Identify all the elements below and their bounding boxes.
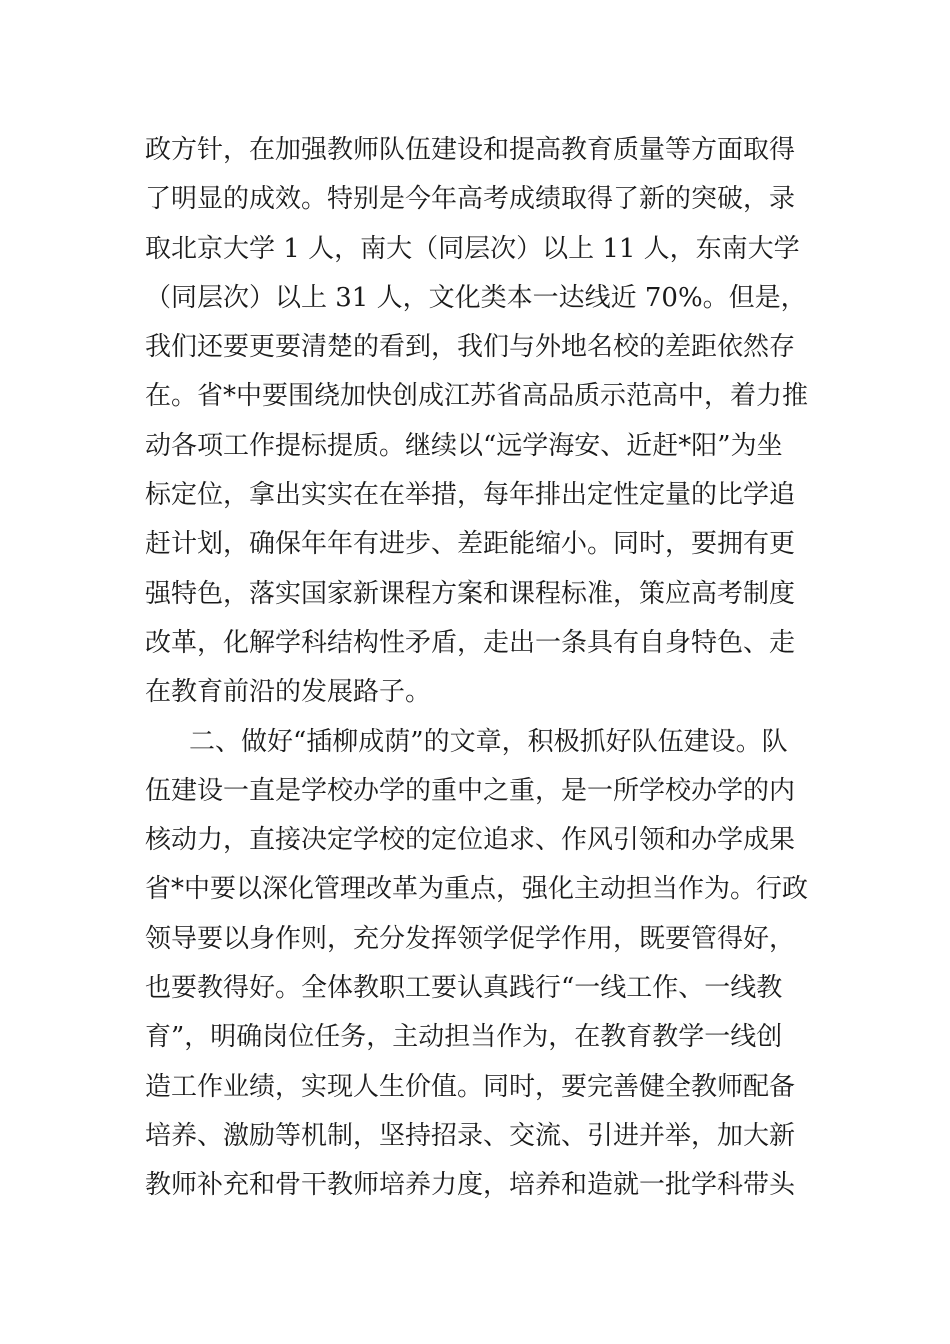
text-line: 标定位，拿出实实在在举措，每年排出定性定量的比学追 (145, 480, 796, 511)
text-line: （同层次）以上 31 人，文化类本一达线近 70%。但是， (145, 282, 807, 313)
text-line: 省*中要以深化管理改革为重点，强化主动担当作为。行政 (145, 874, 809, 905)
text-line: 取北京大学 1 人，南大（同层次）以上 11 人，东南大学 (145, 233, 800, 264)
text-line: 赶计划，确保年年有进步、差距能缩小。同时，要拥有更 (145, 529, 796, 560)
paragraph-heading-line: 二、做好“插柳成荫”的文章，积极抓好队伍建设。队 (189, 726, 788, 757)
text-line: 在教育前沿的发展路子。 (145, 677, 432, 708)
text-line: 在。省*中要围绕加快创成江苏省高品质示范高中，着力推 (145, 381, 809, 412)
text-line: 了明显的成效。特别是今年高考成绩取得了新的突破，录 (145, 184, 796, 215)
text-line: 造工作业绩，实现人生价值。同时，要完善健全教师配备 (145, 1071, 796, 1102)
body-text (145, 126, 815, 1211)
text-line: 核动力，直接决定学校的定位追求、作风引领和办学成果 (145, 825, 796, 856)
text-line: 强特色，落实国家新课程方案和课程标准，策应高考制度 (145, 578, 796, 609)
text-line: 动各项工作提标提质。继续以“远学海安、近赶*阳”为坐 (145, 430, 783, 461)
text-line: 培养、激励等机制，坚持招录、交流、引进并举，加大新 (145, 1120, 796, 1151)
text-line: 我们还要更要清楚的看到，我们与外地名校的差距依然存 (145, 332, 796, 363)
text-line: 政方针，在加强教师队伍建设和提高教育质量等方面取得 (145, 135, 796, 165)
text-line: 领导要以身作则，充分发挥领学促学作用，既要管得好， (145, 923, 796, 954)
text-line: 育”，明确岗位任务，主动担当作为，在教育教学一线创 (145, 1022, 783, 1053)
text-line: 也要教得好。全体教职工要认真践行“一线工作、一线教 (145, 973, 783, 1004)
text-line: 改革，化解学科结构性矛盾，走出一条具有自身特色、走 (145, 627, 796, 658)
text-line: 伍建设一直是学校办学的重中之重，是一所学校办学的内 (145, 775, 796, 806)
text-line: 教师补充和骨干教师培养力度，培养和造就一批学科带头 (145, 1170, 796, 1201)
